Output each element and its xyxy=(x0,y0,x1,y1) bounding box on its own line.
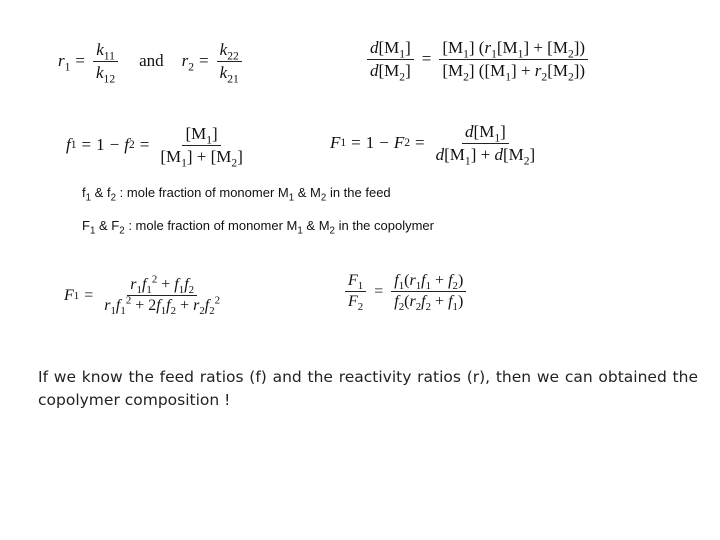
mayo-lewis-fraction: $\frac{r_1f_1^2 + f_1f_2}{r_1f_1^2 + 2f_1f_2 + r_2f_2^2}$ xyxy=(104,273,221,318)
r1-fraction: $\frac{k_{11}}{k_{12}}$ xyxy=(93,40,118,82)
and-text: and xyxy=(139,51,164,71)
copolymer-equation: $\frac{d[M_1]}{d[M_2]}$ = $\frac{[M_1] (r_1[M_1] + [M_2])}{[M_2] ([M_1] + r_2[M_2])}$ xyxy=(364,38,591,80)
mayo-lewis-equation: F 1 = $\frac{r_1f_1^2 + f_1f_2}{r_1f_1^2 + 2f_1f_2 + r_2f_2^2}$ xyxy=(64,276,226,316)
reactivity-ratio-equations: $r_1$ = $\frac{k_{11}}{k_{12}}$ and $r_2$ = $\frac{k_{22}}{k_{21}}$ xyxy=(58,40,245,82)
conclusion-text: If we know the feed ratios (f) and the reactivity ratios (r), then we can obtained the copolymer composition ! xyxy=(38,368,698,409)
r2-fraction: $\frac{k_{22}}{k_{21}}$ xyxy=(217,40,242,82)
copolymer-fraction-equation: F 1 = 1 − F 2 = $\frac{d[M_1]}{d[M_1] + d[M_2]}$ xyxy=(330,122,541,164)
r1-symbol: $r_1$ xyxy=(58,51,71,74)
copolymer-ratio-equation: $\frac{F_1}{F_2}$ = $\frac{f_1(r_1f_1 + f_2)}{f_2(r_2f_2 + f_1)}$ xyxy=(342,272,469,312)
ratio-rhs-fraction: $\frac{f_1(r_1f_1 + f_2)}{f_2(r_2f_2 + f_1)}$ xyxy=(391,272,466,312)
ratio-lhs-fraction: $\frac{F_1}{F_2}$ xyxy=(345,272,366,312)
r2-symbol: $r_2$ xyxy=(181,51,195,74)
copolymer-lhs-fraction: $\frac{d[M_1]}{d[M_2]}$ xyxy=(367,38,414,80)
feed-fraction: $\frac{[M_1]}{[M_1] + [M_2]}$ xyxy=(160,124,243,169)
copolymer-fraction-note: $F_1$ & $F_2$ : mole fraction of monomer $M_1$ & $M_2$ in the copolymer xyxy=(82,218,434,237)
copolymer-rhs-fraction: $\frac{[M_1] (r_1[M_1] + [M_2])}{[M_2] ([M_1] + r_2[M_2])}$ xyxy=(439,38,588,80)
copolymer-fraction: $\frac{d[M_1]}{d[M_1] + d[M_2]}$ xyxy=(435,122,536,167)
feed-fraction-equation: f 1 = 1 − f 2 = $\frac{[M_1]}{[M_1] + [M_2]}$ xyxy=(66,124,249,166)
feed-fraction-note: $f_1$ & $f_2$ : mole fraction of monomer $M_1$ & $M_2$ in the feed xyxy=(82,185,391,204)
